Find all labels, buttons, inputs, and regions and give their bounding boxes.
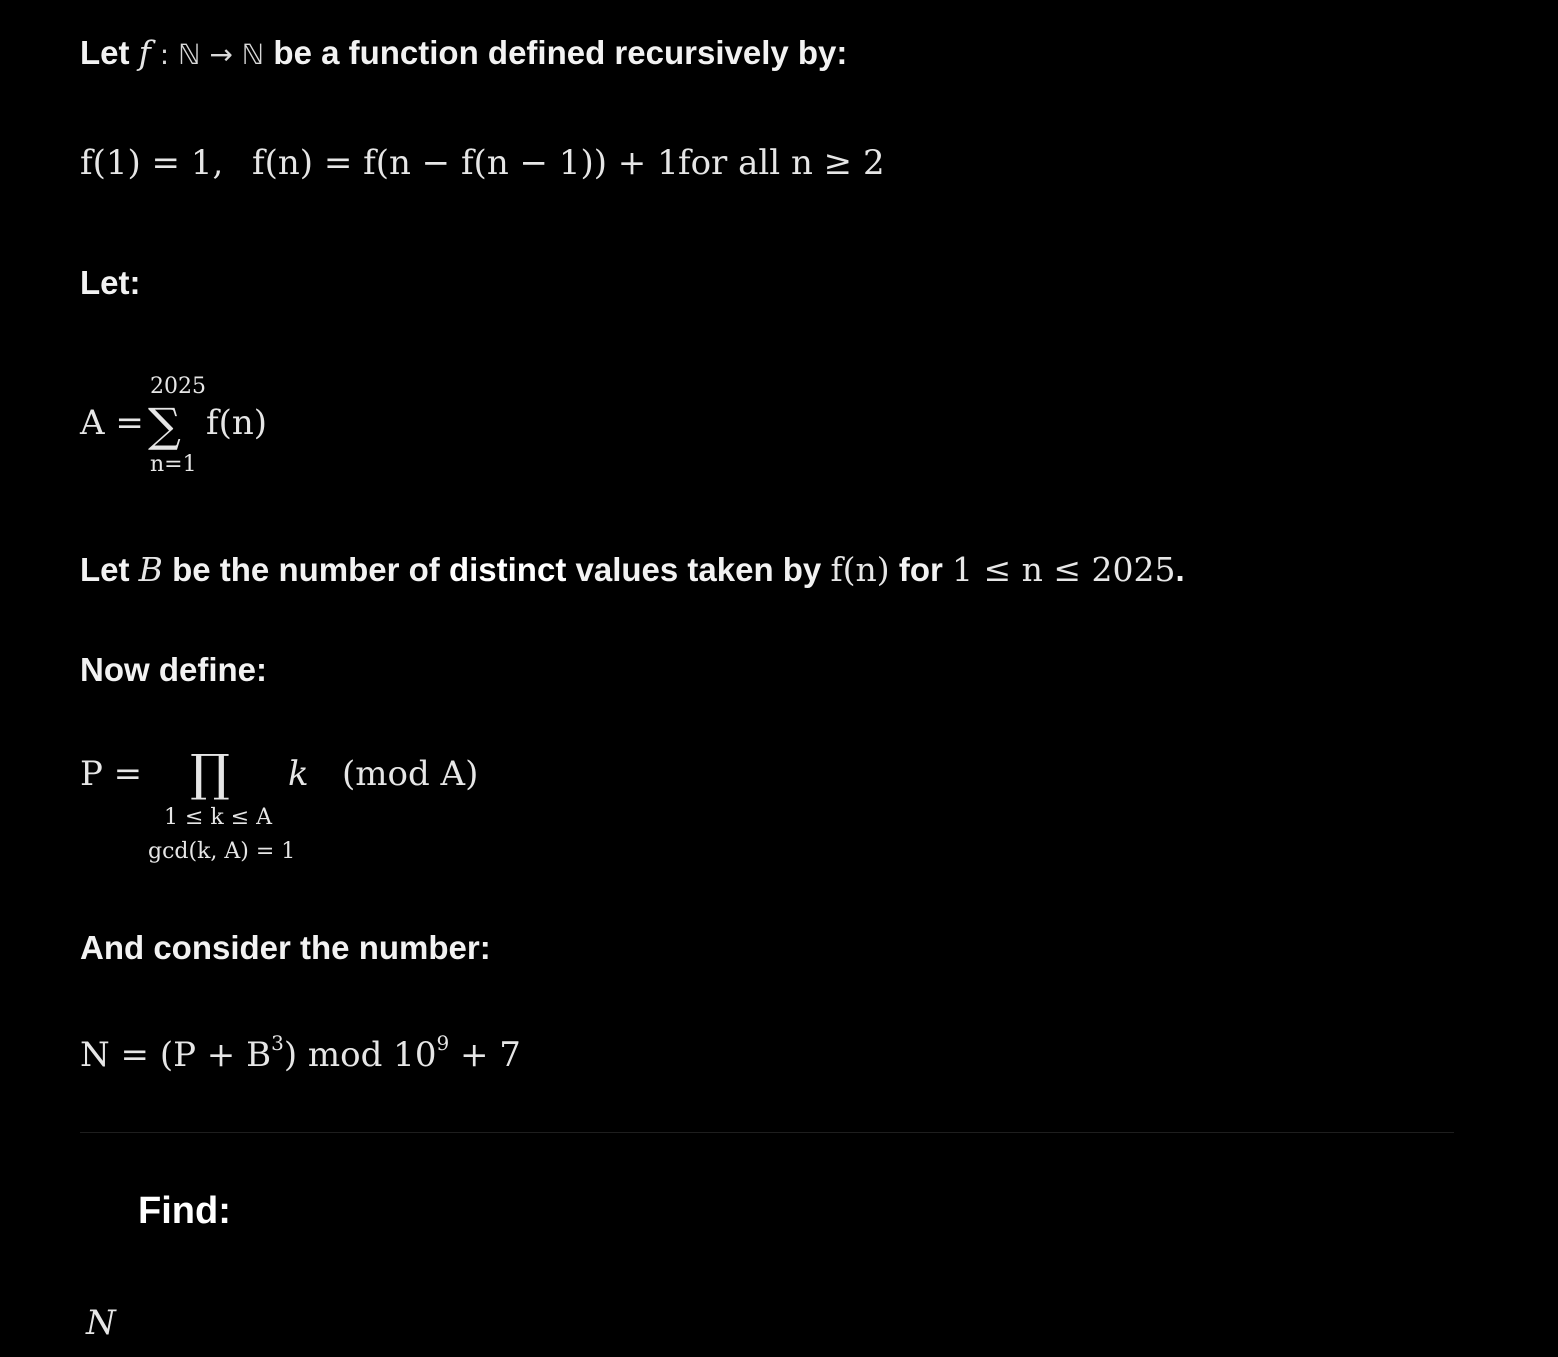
b-for: for	[898, 551, 943, 588]
recurrence-base: f(1) = 1,	[80, 143, 224, 183]
recurrence-rule: f(n) = f(n − f(n − 1)) + 1	[252, 143, 679, 183]
sum-upper-limit: 2025	[150, 374, 206, 399]
intro-signature: : ℕ → ℕ	[150, 38, 265, 71]
n-def-exp-1: 3	[271, 1031, 284, 1055]
intro-text: be a function defined recursively by:	[273, 34, 848, 71]
n-def-part-c: + 7	[449, 1035, 521, 1075]
intro-f: f	[138, 33, 151, 72]
b-definition-line	[80, 550, 1185, 589]
b-range: 1 ≤ n ≤ 2025	[952, 550, 1176, 589]
b-emphasis: distinct	[448, 551, 567, 588]
consider-label: And consider the number:	[80, 929, 491, 966]
prod-symbol: ∏	[190, 744, 230, 802]
prod-mod: (mod A)	[342, 754, 479, 794]
intro-line	[80, 33, 848, 72]
answer-variable: N	[86, 1303, 116, 1343]
sum-lhs: A =	[80, 403, 144, 443]
n-def-part-b: ) mod 10	[283, 1035, 437, 1075]
let-label: Let:	[80, 264, 141, 301]
section-divider	[80, 1132, 1454, 1133]
prod-lhs: P =	[80, 754, 143, 794]
now-define-label: Now define:	[80, 651, 267, 688]
find-heading: Find:	[138, 1190, 231, 1232]
prod-condition-1: 1 ≤ k ≤ A	[164, 805, 273, 830]
sum-body: f(n)	[206, 403, 268, 443]
prod-body: k	[288, 754, 309, 794]
n-definition	[80, 1031, 521, 1075]
intro-let: Let	[80, 34, 130, 71]
n-def-exp-2: 9	[436, 1031, 450, 1055]
recurrence-condition: for all n ≥ 2	[678, 143, 885, 183]
b-period: .	[1175, 551, 1185, 588]
b-fn: f(n)	[830, 550, 890, 589]
b-after: values taken by	[575, 551, 822, 588]
sum-symbol: ∑	[148, 398, 181, 452]
n-def-part-a: N = (P + B	[80, 1035, 272, 1075]
b-let: Let	[80, 551, 130, 588]
prod-condition-2: gcd(k, A) = 1	[148, 839, 296, 864]
b-var: B	[138, 550, 163, 589]
b-mid: be the number of	[172, 551, 440, 588]
sum-lower-limit: n=1	[150, 452, 197, 477]
